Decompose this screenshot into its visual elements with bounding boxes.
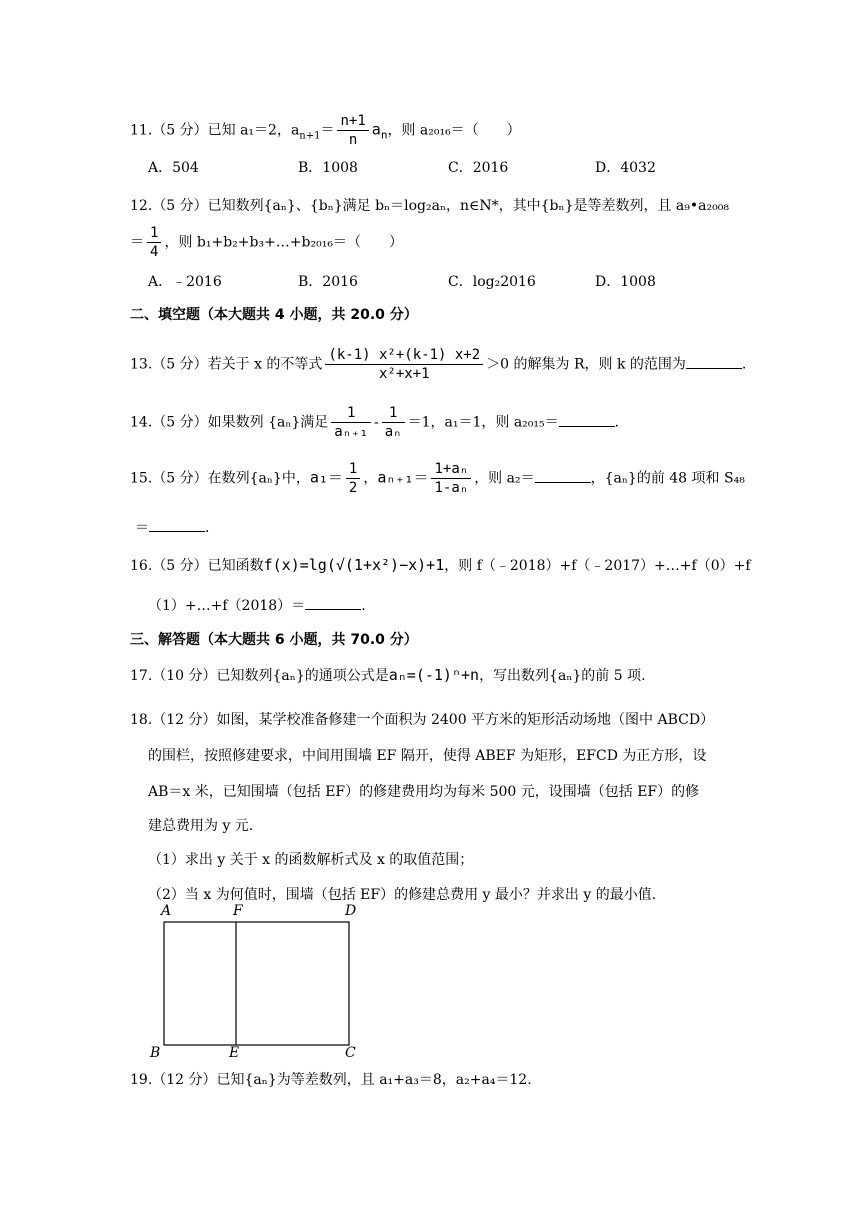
- q12-option-a: A．﹣2016: [148, 274, 222, 290]
- q16-suffix: ，则 f（﹣2018）+f（﹣2017）+…+f（0）+f: [444, 558, 751, 574]
- q15-f2-num: 1+aₙ: [431, 460, 471, 479]
- q14-f2-den: aₙ: [384, 424, 402, 440]
- q14-suffix: ＝1，a₁＝1，则 a₂₀₁₅＝: [407, 414, 559, 431]
- q15-fraction-1: [346, 460, 360, 497]
- q11-option-b: B．1008: [298, 160, 358, 176]
- question-12-line1: 12.（5 分）已知数列{aₙ}、{bₙ}满足 bₙ＝log₂aₙ，n∈N*，其中{bₙ}是等差数列，且 a₉•a₂₀₀₈: [130, 198, 729, 214]
- q11-suffix: ，则 a₂₀₁₆＝（ ）: [387, 122, 521, 139]
- q12-eq: ＝: [130, 234, 144, 251]
- q15-answer-blank-1[interactable]: [535, 468, 591, 483]
- q13-prefix: 13.（5 分）若关于 x 的不等式: [130, 356, 323, 373]
- q11-an: a: [371, 120, 381, 139]
- rectangle-diagram: [145, 903, 370, 1065]
- q11-option-a: A．504: [148, 160, 199, 176]
- q13-frac-num: (k-1) x²+(k-1) x+2: [325, 346, 483, 365]
- q14-prefix: 14.（5 分）如果数列 {aₙ}满足: [130, 414, 329, 431]
- q12-frac-den: 4: [150, 244, 159, 260]
- q15-a1: a₁＝: [309, 468, 343, 487]
- question-12-line2: [130, 224, 403, 261]
- q12-frac-num: 1: [147, 224, 161, 243]
- rectangle-figure: [145, 903, 370, 1065]
- q14-f2-num: 1: [382, 404, 405, 423]
- label-a: A: [161, 903, 172, 919]
- q15-f1-num: 1: [346, 460, 360, 479]
- q15-line2: ＝: [135, 520, 149, 536]
- q15-prefix: 15.（5 分）在数列{aₙ}中，: [130, 470, 310, 487]
- section-heading-answers: 三、解答题（本大题共 6 小题，共 70.0 分）: [130, 632, 418, 648]
- question-18-line1: 18.（12 分）如图，某学校准备修建一个面积为 2400 平方米的矩形活动场地（图中 ABCD）: [130, 712, 715, 728]
- q14-end: .: [614, 414, 620, 431]
- q15-answer-blank-2[interactable]: [149, 517, 205, 532]
- question-16-line2: [148, 595, 366, 616]
- question-16-line1: [130, 555, 751, 576]
- q15-suffix2: ，{aₙ}的前 48 项和 S₄₈: [590, 470, 745, 487]
- q13-end: .: [741, 356, 747, 373]
- q13-suffix: ＞0 的解集为 R，则 k 的范围为: [486, 356, 686, 373]
- q15-an1: aₙ₊₁＝: [377, 468, 429, 487]
- q11-frac-num: n+1: [337, 112, 368, 131]
- label-d: D: [345, 903, 357, 919]
- label-e: E: [229, 1045, 240, 1061]
- q16-line2: （1）+…+f（2018）＝: [148, 598, 306, 614]
- q14-minus: -: [374, 414, 379, 431]
- q12-suffix: ，则 b₁+b₂+b₃+…+b₂₀₁₆＝（ ）: [164, 234, 403, 251]
- label-b: B: [150, 1045, 161, 1061]
- rectangle-abcd: [164, 922, 349, 1045]
- question-19: 19.（12 分）已知{aₙ}为等差数列，且 a₁+a₃＝8，a₂+a₄＝12.: [130, 1072, 532, 1088]
- q14-fraction-2: [382, 404, 405, 441]
- q14-f1-den: aₙ₊₁: [334, 424, 369, 440]
- q11-fraction: [337, 112, 368, 149]
- q11-option-d: D．4032: [595, 160, 656, 176]
- q15-comma: ，: [363, 470, 378, 487]
- q11-option-c: C．2016: [448, 160, 509, 176]
- question-14: [130, 404, 619, 441]
- question-18-line4: 建总费用为 y 元.: [148, 818, 254, 834]
- question-18-line2: 的围栏，按照修建要求，中间用围墙 EF 隔开，使得 ABEF 为矩形，EFCD 为正方形，设: [148, 748, 707, 764]
- question-15-line2: [135, 517, 209, 538]
- q17-formula: aₙ=(-1)ⁿ+n: [388, 666, 480, 684]
- label-f: F: [233, 903, 243, 919]
- q12-option-d: D．1008: [595, 274, 656, 290]
- q14-answer-blank[interactable]: [559, 412, 615, 427]
- q11-frac-den: n: [348, 132, 358, 148]
- question-18-part2: （2）当 x 为何值时，围墙（包括 EF）的修建总费用 y 最小？并求出 y 的最小值.: [148, 887, 657, 903]
- q15-fraction-2: [431, 460, 471, 497]
- q11-prefix: 11.（5 分）已知 a₁＝2，a: [130, 122, 300, 139]
- q13-fraction: [325, 346, 483, 383]
- question-13: [130, 346, 746, 383]
- q11-eq: ＝: [320, 122, 335, 139]
- q12-option-b: B．2016: [298, 274, 358, 290]
- q15-end: .: [205, 520, 210, 536]
- q15-f1-den: 2: [348, 480, 358, 496]
- question-11: [130, 112, 521, 149]
- q17-suffix: ，写出数列{aₙ}的前 5 项.: [479, 668, 646, 684]
- q15-suffix: ，则 a₂＝: [474, 470, 535, 487]
- q14-fraction-1: [331, 404, 371, 441]
- q11-an-sub: n: [380, 128, 388, 142]
- label-c: C: [345, 1045, 356, 1061]
- q12-fraction: [147, 224, 161, 261]
- question-18-part1: （1）求出 y 关于 x 的函数解析式及 x 的取值范围；: [148, 852, 474, 868]
- question-17: [130, 665, 646, 686]
- q12-option-c: C．log₂2016: [448, 274, 536, 290]
- q16-prefix: 16.（5 分）已知函数: [130, 558, 264, 574]
- q17-prefix: 17.（10 分）已知数列{aₙ}的通项公式是: [130, 668, 389, 684]
- question-15-line1: [130, 460, 745, 497]
- q14-f1-num: 1: [331, 404, 371, 423]
- q13-frac-den: x²+x+1: [378, 366, 430, 382]
- q16-answer-blank[interactable]: [305, 595, 361, 610]
- q13-answer-blank[interactable]: [686, 354, 742, 369]
- section-heading-fill-in: 二、填空题（本大题共 4 小题，共 20.0 分）: [130, 307, 418, 323]
- question-18-line3: AB＝x 米，已知围墙（包括 EF）的修建费用均为每米 500 元，设围墙（包括 EF）的修: [148, 784, 700, 800]
- q15-f2-den: 1-aₙ: [434, 480, 469, 496]
- q11-sub: n+1: [299, 130, 321, 142]
- q16-function: f(x)=lg(√(1+x²)−x)+1: [263, 556, 445, 574]
- q16-end: .: [361, 598, 366, 614]
